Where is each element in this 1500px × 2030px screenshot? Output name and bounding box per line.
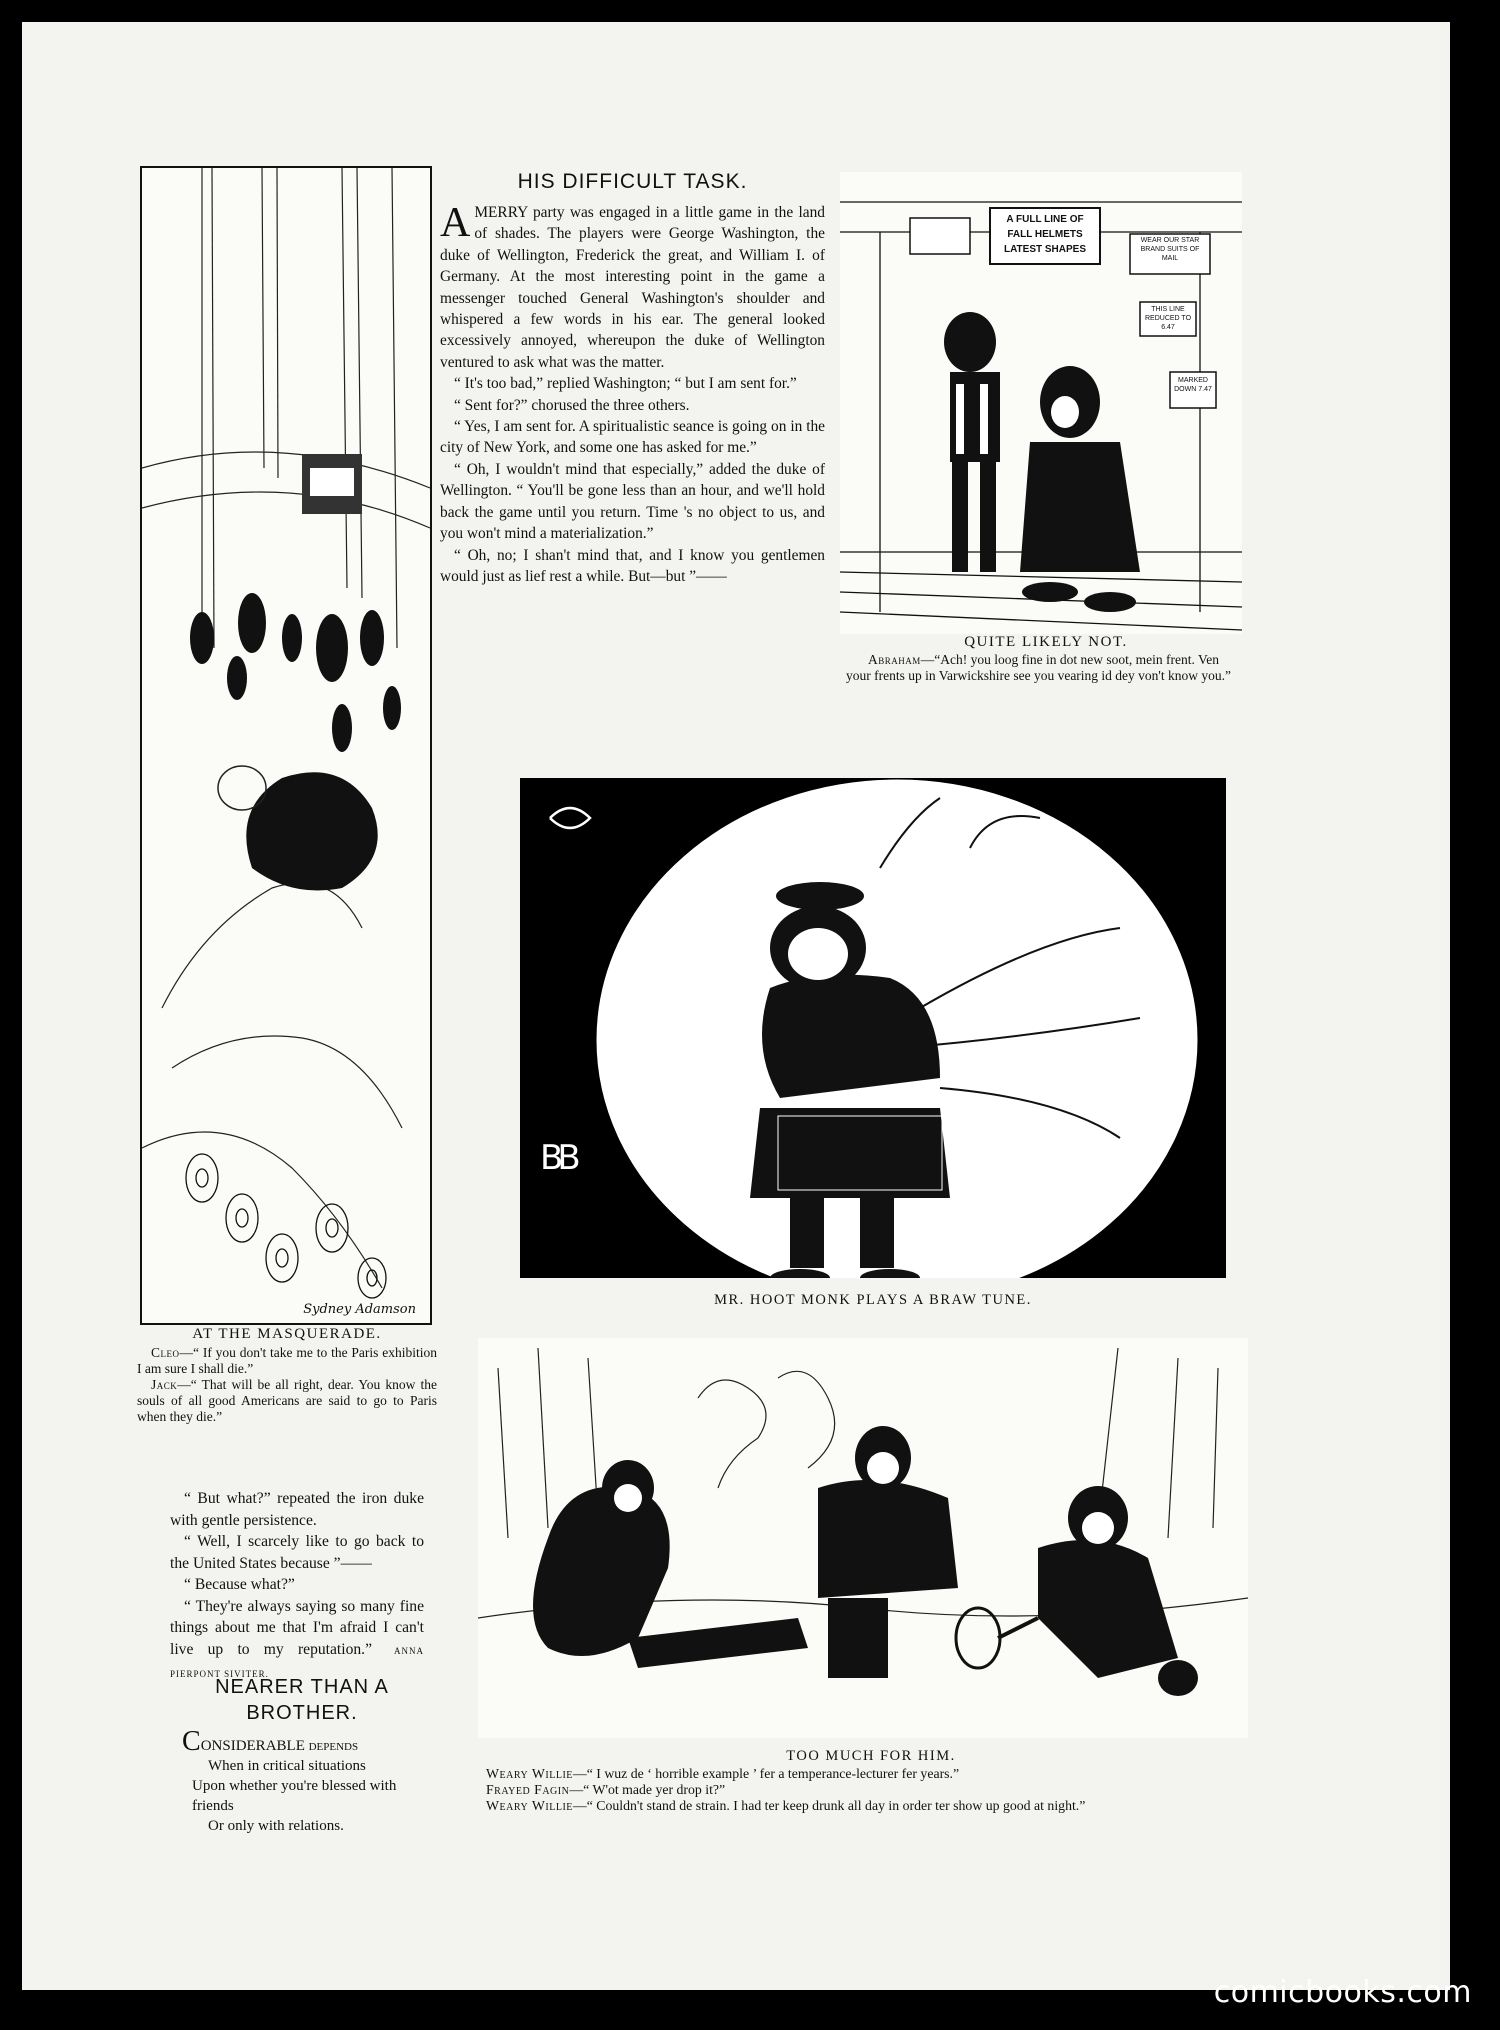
tramps-illustration — [478, 1338, 1248, 1738]
willie-line: —“ Couldn't stand de strain. I had ter keep drunk all day in order ter show up good at night.” — [572, 1798, 1086, 1813]
story-paragraph: “ Oh, no; I shan't mind that, and I know you gentlemen would just as lief rest a while. But—but ”—— — [440, 546, 825, 585]
continuation-last-text: “ They're always saying so many fine things about me that I'm afraid I can't live up to my reputation.” — [170, 1597, 424, 1658]
drop-cap: A — [440, 200, 471, 246]
author-credit: ANNA PIERPONT SIVITER. — [170, 1645, 424, 1679]
speaker-abraham: Abraham — [868, 652, 921, 667]
abraham-line: —“Ach! you loog fine in dot new soot, mein frent. Ven your frents up in Varwickshire see you vearing id dey von't know you.” — [846, 652, 1231, 683]
masquerade-illustration — [140, 166, 432, 1325]
hoot-monk-title: MR. HOOT MONK PLAYS A BRAW TUNE. — [714, 1292, 1032, 1308]
quite-likely-caption — [846, 634, 1246, 684]
nearer-line: Or only with relations. — [208, 1818, 344, 1834]
continuation-paragraph: “ Because what?” — [184, 1576, 295, 1593]
masquerade-title: AT THE MASQUERADE. — [192, 1326, 382, 1342]
nearer-than-a-brother — [182, 1674, 422, 1836]
story-paragraph: “ Oh, I wouldn't mind that especially,” added the duke of Wellington. “ You'll be gone less than an hour, and we'll hold back the game until you return. Time 's no object to us, and you won't mind a materialization.” — [440, 460, 825, 543]
fagin-line: —“ W'ot made yer drop it?” — [569, 1782, 726, 1797]
nearer-line: When in critical situations — [208, 1758, 366, 1774]
masquerade-signature: Sydney Adamson — [303, 1302, 416, 1317]
too-much-title: TOO MUCH FOR HIM. — [786, 1748, 956, 1764]
monogram-signature: BB — [540, 1138, 575, 1178]
too-much-caption — [486, 1748, 1256, 1814]
tramps-drawing — [478, 1338, 1248, 1738]
dialogue-line — [486, 1798, 1256, 1814]
speaker-cleo: Cleo — [151, 1345, 180, 1360]
nearer-drop-cap: C — [182, 1726, 201, 1757]
dialogue-line — [486, 1766, 1256, 1782]
masquerade-caption — [137, 1326, 437, 1425]
hoot-monk-drawing — [520, 778, 1226, 1278]
armor-shop-illustration — [840, 172, 1242, 634]
story-paragraph: “ Sent for?” chorused the three others. — [454, 396, 690, 414]
sign-reduced: THIS LINE REDUCED TO 6.47 — [1144, 306, 1192, 331]
speaker-frayed-fagin: Frayed Fagin — [486, 1782, 570, 1797]
story-paragraph — [440, 202, 825, 373]
site-watermark: comicbooks.com — [1213, 1975, 1472, 2010]
cleo-line: —“ If you don't take me to the Paris exhibition I am sure I shall die.” — [137, 1345, 437, 1376]
continuation-paragraph: “ Well, I scarcely like to go back to the United States because ”—— — [170, 1533, 424, 1572]
speaker-weary-willie: Weary Willie — [486, 1766, 573, 1781]
quite-likely-title: QUITE LIKELY NOT. — [964, 634, 1128, 650]
sign-star-brand: WEAR OUR STAR BRAND SUITS OF MAIL — [1140, 237, 1200, 262]
story-paragraph: “ Yes, I am sent for. A spiritualistic seance is going on in the city of New York, and some one has asked for me.” — [440, 418, 825, 457]
dialogue-line — [486, 1782, 1256, 1798]
sign-marked-down: MARKED DOWN 7.47 — [1174, 377, 1212, 393]
continuation-paragraph — [170, 1596, 424, 1686]
sign-fall-helmets: A FULL LINE OF FALL HELMETS LATEST SHAPES — [1003, 214, 1087, 255]
nearer-title: NEARER THAN A BROTHER. — [215, 1676, 389, 1724]
nearer-line: Upon whether you're blessed with friends — [192, 1778, 397, 1814]
masquerade-dialogue — [137, 1345, 437, 1425]
difficult-task-title: HIS DIFFICULT TASK. — [517, 170, 748, 193]
nearer-verse — [182, 1726, 422, 1836]
difficult-task-article — [440, 170, 825, 587]
continuation-paragraph: “ But what?” repeated the iron duke with gentle persistence. — [170, 1490, 424, 1529]
nearer-line: ONSIDERABLE depends — [200, 1738, 359, 1754]
speaker-jack: Jack — [151, 1377, 178, 1392]
abraham-dialogue — [846, 652, 1246, 684]
speaker-weary-willie: Weary Willie — [486, 1798, 573, 1813]
hoot-monk-illustration — [520, 778, 1226, 1278]
magazine-page — [22, 22, 1450, 1990]
story-paragraph: “ It's too bad,” replied Washington; “ but I am sent for.” — [454, 375, 797, 393]
willie-line: —“ I wuz de ‘ horrible example ’ fer a temperance-lecturer fer years.” — [572, 1766, 960, 1781]
tramps-dialogue — [486, 1766, 1256, 1814]
difficult-task-body — [440, 202, 825, 587]
story-first-text: MERRY party was engaged in a little game in the land of shades. The players were George Washington, the duke of Wellington, Frederick the great, and William I. of Germany. At the most interesting point in the game a messenger touched General Washington's shoulder and whispered a few words in his ear. The general looked excessively annoyed, whereupon the duke of Wellington ventured to ask what was the matter. — [440, 204, 825, 371]
jack-line: —“ That will be all right, dear. You know the souls of all good Americans are said to go to Paris when they die.” — [137, 1377, 437, 1424]
difficult-task-continuation — [170, 1488, 424, 1686]
masquerade-drawing — [142, 168, 430, 1323]
